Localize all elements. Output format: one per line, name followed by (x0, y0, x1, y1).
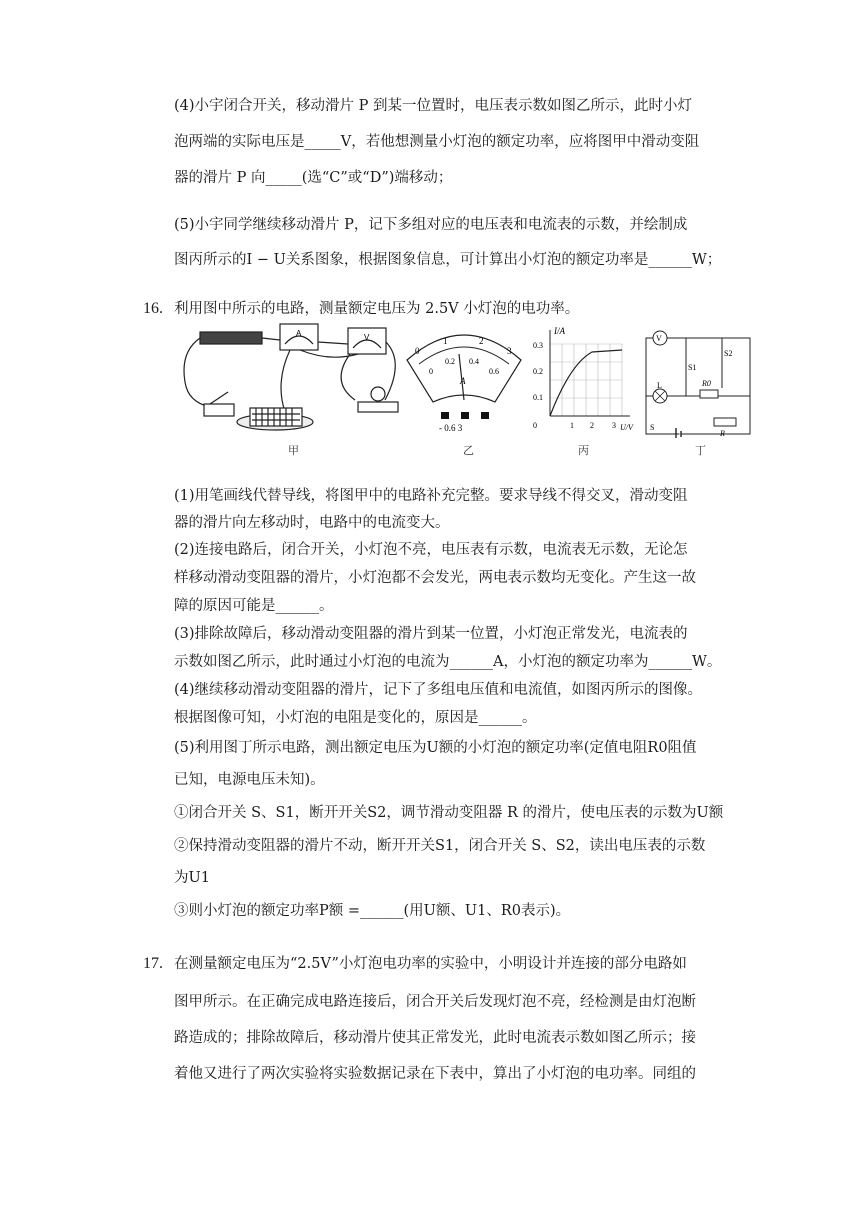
q16-step3: ③则小灯泡的额定功率P额 =______(用U额、U1、R0表示)。 (174, 903, 571, 919)
graph-xtick-2: 2 (590, 421, 594, 430)
q15-part4-line3: 器的滑片 P 向_____(选“C”或“D”)端移动； (174, 170, 453, 186)
figure-ding-circuit (640, 326, 758, 438)
circuit-s2-label: S2 (724, 349, 733, 358)
graph-ytick-2: 0.1 (533, 393, 543, 402)
question-number-17: 17. (143, 955, 163, 972)
dial-terminals: - 0.6 3 (439, 423, 463, 433)
q16-figures (180, 322, 760, 457)
dial-bottom-0: 0 (429, 367, 433, 376)
graph-xlabel: U/V (620, 423, 633, 432)
dial-top-3: 3 (507, 346, 512, 356)
q16-stem: 利用图中所示的电路，测量额定电压为 2.5V 小灯泡的电功率。 (174, 301, 580, 317)
q15-part4-line1: (4)小宇闭合开关，移动滑片 P 到某一位置时，电压表示数如图乙所示，此时小灯 (174, 98, 693, 114)
q17-line2: 图甲所示。在正确完成电路连接后，闭合开关后发现灯泡不亮，经检测是由灯泡断 (174, 994, 696, 1010)
q16-part2-line2: 样移动滑动变阻器的滑片，小灯泡都不会发光，两电表示数均无变化。产生这一故 (174, 570, 696, 586)
q16-step2-line2: 为U1 (174, 870, 210, 886)
circuit-r-label: R (720, 429, 725, 438)
q16-part4-line1: (4)继续移动滑动变阻器的滑片，记下了多组电压值和电流值，如图丙所示的图像。 (174, 682, 703, 698)
q15-part5-line2: 图丙所示的I − U关系图象，根据图象信息，可计算出小灯泡的额定功率是______W； (174, 252, 722, 268)
dial-bottom-1: 0.2 (445, 357, 455, 366)
q16-part2-line1: (2)连接电路后，闭合开关，小灯泡不亮，电压表有示数，电流表无示数，无论怎 (174, 542, 688, 558)
q16-part5-line2: 已知，电源电压未知)。 (174, 772, 325, 788)
figure-jia-apparatus (180, 322, 410, 454)
q16-step2-line1: ②保持滑动变阻器的滑片不动，断开开关S1，闭合开关 S、S2，读出电压表的示数 (174, 838, 706, 854)
figure-bing-iu-graph (530, 324, 636, 432)
q15-part4-line2: 泡两端的实际电压是_____V，若他想测量小灯泡的额定功率，应将图甲中滑动变阻 (174, 134, 700, 150)
q17-line4: 着他又进行了两次实验将实验数据记录在下表中，算出了小灯泡的电功率。同组的 (174, 1066, 696, 1082)
graph-ytick-0: 0.3 (533, 341, 543, 350)
graph-ylabel: I/A (554, 326, 565, 336)
dial-unit: A (460, 376, 466, 386)
circuit-r0-label: R0 (702, 379, 711, 388)
dial-top-2: 2 (479, 336, 484, 346)
circuit-s-label: S (650, 423, 655, 432)
q16-part1-line2: 器的滑片向左移动时，电路中的电流变大。 (174, 515, 450, 531)
q16-part4-line2: 根据图像可知，小灯泡的电阻是变化的，原因是______。 (174, 710, 537, 726)
ammeter-symbol: A (296, 329, 302, 338)
caption-bing: 丙 (578, 444, 589, 457)
voltmeter-symbol: V (364, 333, 370, 342)
circuit-s1-label: S1 (688, 363, 697, 372)
dial-top-0: 0 (415, 346, 420, 356)
dial-top-1: 1 (443, 336, 448, 346)
graph-xtick-3: 3 (612, 421, 616, 430)
q16-part3-line2: 示数如图乙所示，此时通过小灯泡的电流为______A，小灯泡的额定功率为______W。 (174, 654, 722, 670)
graph-ytick-1: 0.2 (533, 367, 543, 376)
q16-part5-line1: (5)利用图丁所示电路，测出额定电压为U额的小灯泡的额定功率(定值电阻R0阻值 (174, 740, 697, 756)
q17-line1: 在测量额定电压为“2.5V”小灯泡电功率的实验中，小明设计并连接的部分电路如 (174, 956, 687, 972)
q16-part1-line1: (1)用笔画线代替导线，将图甲中的电路补充完整。要求导线不得交叉，滑动变阻 (174, 488, 688, 504)
dial-bottom-2: 0.4 (469, 357, 479, 366)
figure-yi-ammeter-dial (405, 330, 523, 440)
q15-part5-line1: (5)小宇同学继续移动滑片 P，记下多组对应的电压表和电流表的示数，并绘制成 (174, 217, 688, 233)
q16-step1: ①闭合开关 S、S1，断开开关S2，调节滑动变阻器 R 的滑片，使电压表的示数为U额 (174, 805, 724, 821)
dial-bottom-3: 0.6 (489, 367, 499, 376)
caption-yi: 乙 (463, 444, 474, 457)
q16-part3-line1: (3)排除故障后，移动滑动变阻器的滑片到某一位置，小灯泡正常发光，电流表的 (174, 626, 688, 642)
caption-jia: 甲 (288, 444, 299, 457)
graph-xtick-1: 1 (570, 421, 574, 430)
question-number-16: 16. (143, 300, 163, 317)
q17-line3: 路造成的；排除故障后，移动滑片使其正常发光，此时电流表示数如图乙所示；接 (174, 1030, 696, 1046)
circuit-lamp-label: L (657, 381, 662, 390)
caption-ding: 丁 (695, 444, 706, 457)
q16-part2-line3: 障的原因可能是______。 (174, 598, 334, 614)
graph-xtick-0: 0 (533, 421, 537, 430)
circuit-voltmeter: V (656, 334, 662, 343)
